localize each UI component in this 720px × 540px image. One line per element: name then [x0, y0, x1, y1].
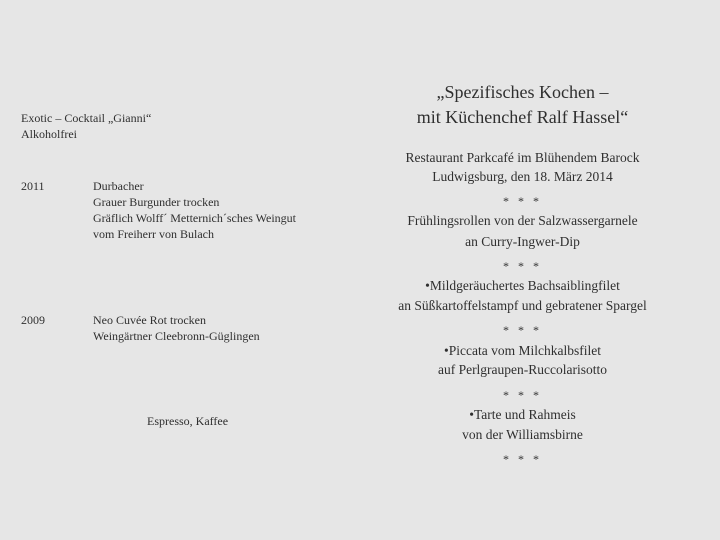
course-4-line: von der Williamsbirne	[462, 427, 583, 442]
course-3-line: •Piccata vom Milchkalbsfilet	[444, 343, 601, 358]
course-2-line: •Mildgeräuchertes Bachsaiblingfilet	[425, 278, 620, 293]
cocktail-block	[21, 110, 151, 142]
course-2-line: an Süßkartoffelstampf und gebratener Spargel	[398, 298, 647, 313]
course-separator: * * *	[503, 259, 542, 273]
wine-line: Gräflich Wolff´ Metternich´sches Weingut	[93, 211, 297, 225]
wine-line: vom Freiherr von Bulach	[93, 227, 214, 241]
menu-title-line: mit Küchenchef Ralf Hassel“	[416, 107, 629, 127]
course-4-line: •Tarte und Rahmeis	[469, 407, 576, 422]
course-separator: * * *	[503, 452, 542, 466]
course-1-line: an Curry-Ingwer-Dip	[465, 234, 580, 249]
wine-description	[93, 312, 353, 344]
wine-year: 2011	[21, 179, 45, 193]
cocktail-name: Exotic – Cocktail „Gianni“	[21, 111, 152, 125]
wine-year: 2009	[21, 313, 45, 327]
venue-block	[370, 148, 675, 186]
course-separator: * * *	[503, 388, 542, 402]
venue-name: Restaurant Parkcafé im Blühendem Barock	[405, 150, 640, 165]
wine-line: Neo Cuvée Rot trocken	[93, 313, 206, 327]
course-separator: * * *	[503, 323, 542, 337]
venue-date: Ludwigsburg, den 18. März 2014	[432, 169, 613, 184]
course-separator: * * *	[503, 194, 542, 208]
wine-description	[93, 178, 353, 242]
cocktail-note: Alkoholfrei	[21, 127, 77, 141]
wine-line: Durbacher	[93, 179, 144, 193]
coffee-line: Espresso, Kaffee	[147, 414, 229, 428]
wine-line: Weingärtner Cleebronn-Güglingen	[93, 329, 260, 343]
wine-line: Grauer Burgunder trocken	[93, 195, 220, 209]
menu-title-line: „Spezifisches Kochen –	[436, 82, 609, 102]
course-3-line: auf Perlgraupen-Ruccolarisotto	[437, 362, 608, 377]
course-1-line: Frühlingsrollen von der Salzwassergarnele	[407, 213, 638, 228]
menu-title	[370, 80, 675, 130]
